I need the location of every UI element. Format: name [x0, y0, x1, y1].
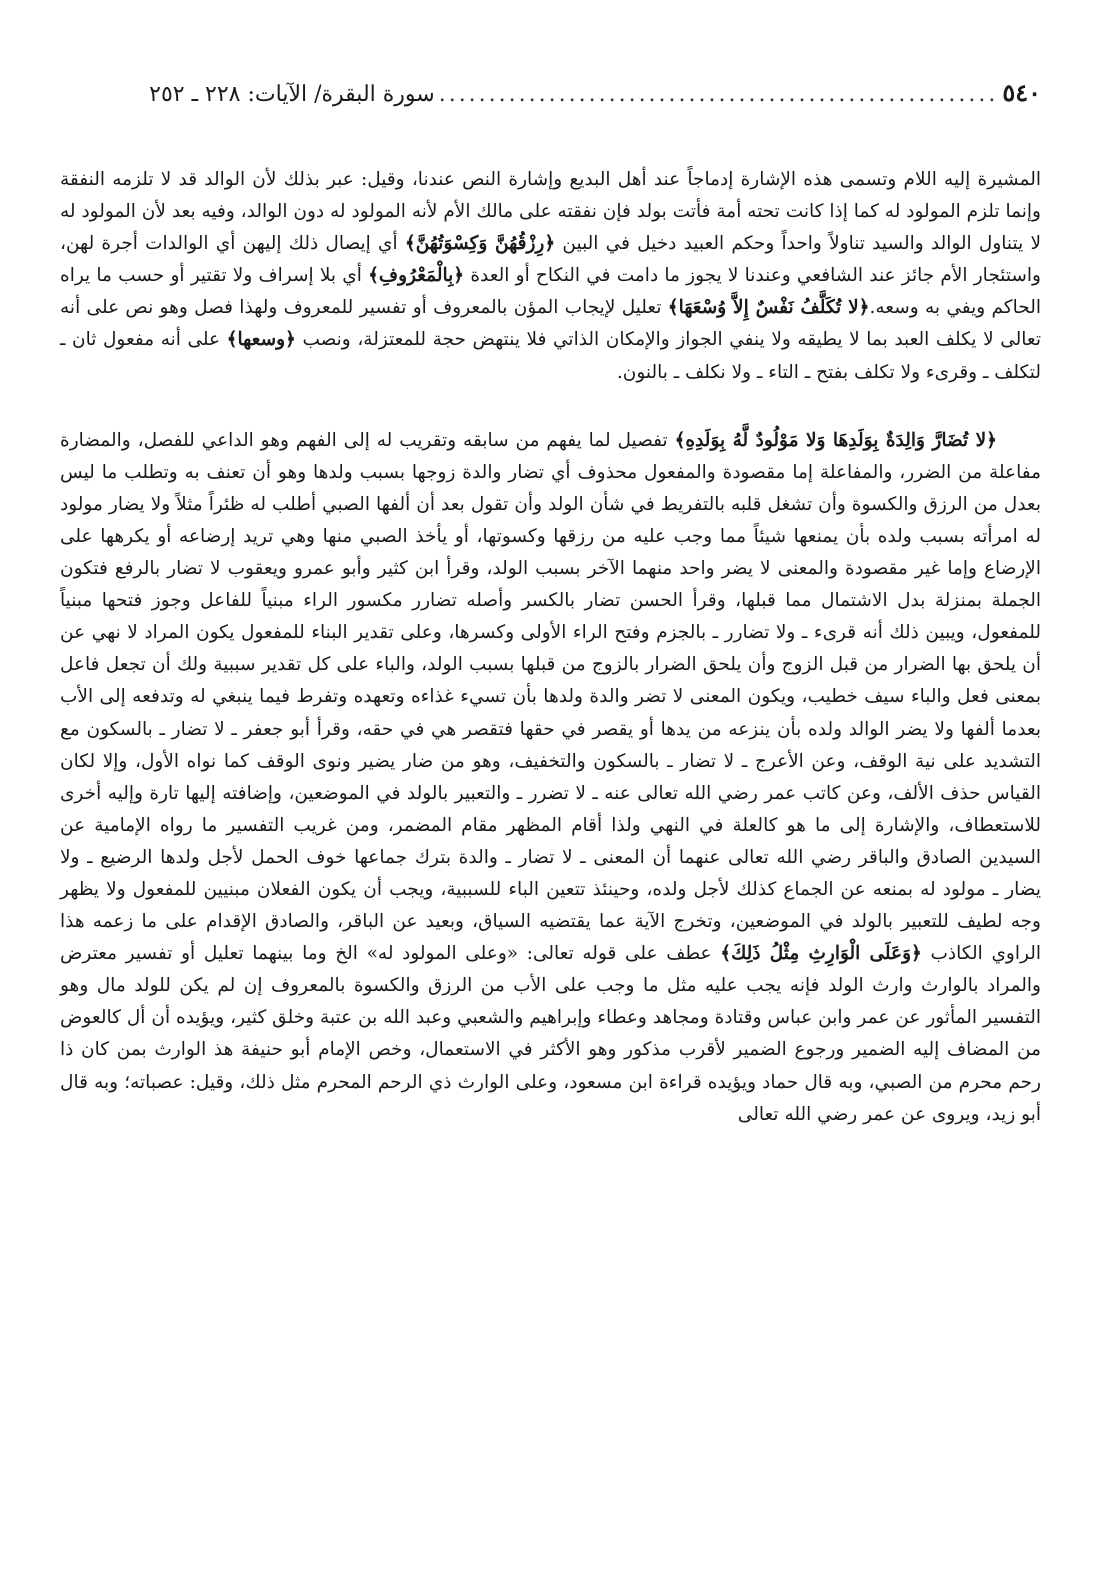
surah-title: سورة البقرة/ الآيات: ٢٢٨ ـ ٢٥٢	[149, 82, 435, 107]
header-leader-dots: ........................................................	[438, 82, 999, 107]
quran-quote: ﴿لا تُكَلَّفُ نَفْسٌ إِلاَّ وُسْعَهَا﴾	[667, 297, 870, 319]
text-segment: المشيرة إليه اللام وتسمى هذه الإشارة إدماجاً عند أهل البديع وإشارة النص عندنا، وقيل: عبر بذلك لأن الوالد قد لا تلزمه النفقة وإنما تلزم المولود له كما إذا كانت تحته أمة فأتت بولد فإن نفقته على مالك الأم لأنه المولود له دون الوالد، وفيه بعد لأن المولود له لا يتناول الوالد والسيد تناولاً واحداً وحكم العبيد دخيل في البين	[60, 169, 1041, 255]
text-segment: تعليل لإيجاب المؤن بالمعروف أو تفسير للمعروف ولهذا فصل وهو نص على أنه تعالى لا يكلف العبد بما لا يطيقه ولا ينفي الجواز والإمكان الذاتي فلا ينتهض حجة للمعتزلة، ونصب	[60, 297, 1041, 351]
commentary-paragraph-1	[60, 164, 1041, 389]
quran-quote: ﴿لا تُضَارَّ وَالِدَةٌ بِوَلَدِهَا وَلا مَوْلُودٌ لَّهُ بِوَلَدِهِ﴾	[674, 429, 997, 451]
quran-quote: ﴿بِالْمَعْرُوفِ﴾	[368, 265, 465, 287]
text-segment: أي إيصال ذلك إليهن أي الوالدات أجرة لهن، واستئجار الأم جائز عند الشافعي وعندنا لا يجوز ما دامت في النكاح أو العدة	[60, 233, 1041, 287]
text-segment: عطف على قوله تعالى: «وعلى المولود له» الخ وما بينهما تعليل أو تفسير معترض والمراد بالوارث وارث الولد فإنه يجب عليه مثل ما وجب على الأب من الرزق والكسوة بالمعروف إن لم يكن للولد مال وهو التفسير المأثور عن عمر وابن عباس وقتادة ومجاهد وعطاء وإبراهيم والشعبي وعبد الله بن عتبة وخلق كثير، ويؤيده أن أل كالعوض من المضاف إليه الضمير ورجوع الضمير لأقرب مذكور وهو الأكثر في الاستعمال، وخص الإمام أبو حنيفة هذ الوارث بمن كان ذا رحم محرم من الصبي، وبه قال حماد ويؤيده قراءة ابن مسعود، وعلى الوارث ذي الرحم المحرم مثل ذلك، وقيل: عصباته؛ وبه قال أبو زيد، ويروى عن عمر رضي الله تعالى	[60, 943, 1041, 1125]
quran-quote: ﴿وسعها﴾	[226, 329, 296, 351]
commentary-paragraph-2	[60, 425, 1041, 1131]
page-number: ٥٤٠	[1002, 78, 1041, 107]
quran-quote: ﴿وَعَلَى الْوَارِثِ مِثْلُ ذَلِكَ﴾	[720, 943, 922, 965]
text-segment: أي بلا إسراف ولا تقتير أو حسب ما يراه الحاكم ويفي به وسعه.	[60, 265, 1041, 319]
text-segment: على أنه مفعول ثان ـ لتكلف ـ وقرىء ولا تكلف بفتح ـ التاء ـ ولا نكلف ـ بالنون.	[60, 329, 1041, 383]
text-segment: تفصيل لما يفهم من سابقه وتقريب له إلى الفهم وهو الداعي للفصل، والمضارة مفاعلة من الضرر، والمفاعلة إما مقصودة والمفعول محذوف أي تضار والدة زوجها بسبب ولدها وهو أن تعنف به وتطلب ما ليس بعدل من الرزق والكسوة وأن تشغل قلبه بالتفريط في شأن الولد وأن تقول بعد أن ألفها الصبي أطلب له ظئراً مثلاً ولا يضار مولود له امرأته بسبب ولده بأن يمنعها شيئاً مما وجب عليه من رزقها وكسوتها، أو يأخذ الصبي منها وهي تريد إرضاعه أو يكرهها على الإرضاع وإما غير مقصودة والمعنى لا يضر واحد منهما الآخر بسبب الولد، وقرأ ابن كثير وأبو عمرو ويعقوب لا تضار بالرفع فتكون الجملة بمنزلة بدل الاشتمال مما قبلها، وقرأ الحسن تضار بالكسر وأصله تضارر مكسور الراء مبنياً للفاعل وجوز فتحها مبنياً للمفعول، ويبين ذلك أنه قرىء ـ ولا تضارر ـ بالجزم وفتح الراء الأولى وكسرها، وعلى تقدير البناء للمفعول يكون المراد لا نهي عن أن يلحق بها الضرار من قبل الزوج وأن يلحق الضرار بالزوج من قبلها بسبب الولد، والباء على كل تقدير سببية ولك أن تجعل فاعل بمعنى فعل والباء سيف خطيب، ويكون المعنى لا تضر والدة ولدها بأن تسيء غذاءه وتعهده وتفرط فيما ينبغي له وتدفعه إلى الأب بعدما ألفها ولا يضر الوالد ولده بأن ينزعه من يدها أو يقصر في حقها فتقصر هي في حقه، وقرأ أبو جعفر ـ لا تضار ـ بالسكون مع التشديد على نية الوقف، وعن الأعرج ـ لا تضار ـ بالسكون والتخفيف، وهو من ضار يضير ونوى الوقف كما نواه الأول، وإلا لكان القياس حذف الألف، وعن كاتب عمر رضي الله تعالى عنه ـ لا تضرر ـ والتعبير بالولد في الموضعين، وإضافته إليها تارة وإليه أخرى للاستعطاف، والإشارة إلى ما هو كالعلة في النهي ولذا أقام المظهر مقام المضمر، ومن غريب التفسير ما رواه الإمامية عن السيدين الصادق والباقر رضي الله تعالى عنهما أن المعنى ـ لا تضار ـ والدة بترك جماعها خوف الحمل لأجل ولدها الرضيع ـ ولا يضار ـ مولود له بمنعه عن الجماع كذلك لأجل ولده، وحينئذ تتعين الباء للسببية، ويجب أن يكون الفعلان مبنيين للمفعول ولا يظهر وجه لطيف للتعبير بالولد في الموضعين، وتخرج الآية عما يقتضيه السياق، وبعيد عن الباقر، والصادق الإقدام على ما زعمه هذا الراوي الكاذب	[60, 429, 1041, 965]
quran-quote: ﴿رِزْقُهُنَّ وَكِسْوَتُهُنَّ﴾	[404, 233, 556, 255]
running-header	[60, 78, 1041, 118]
